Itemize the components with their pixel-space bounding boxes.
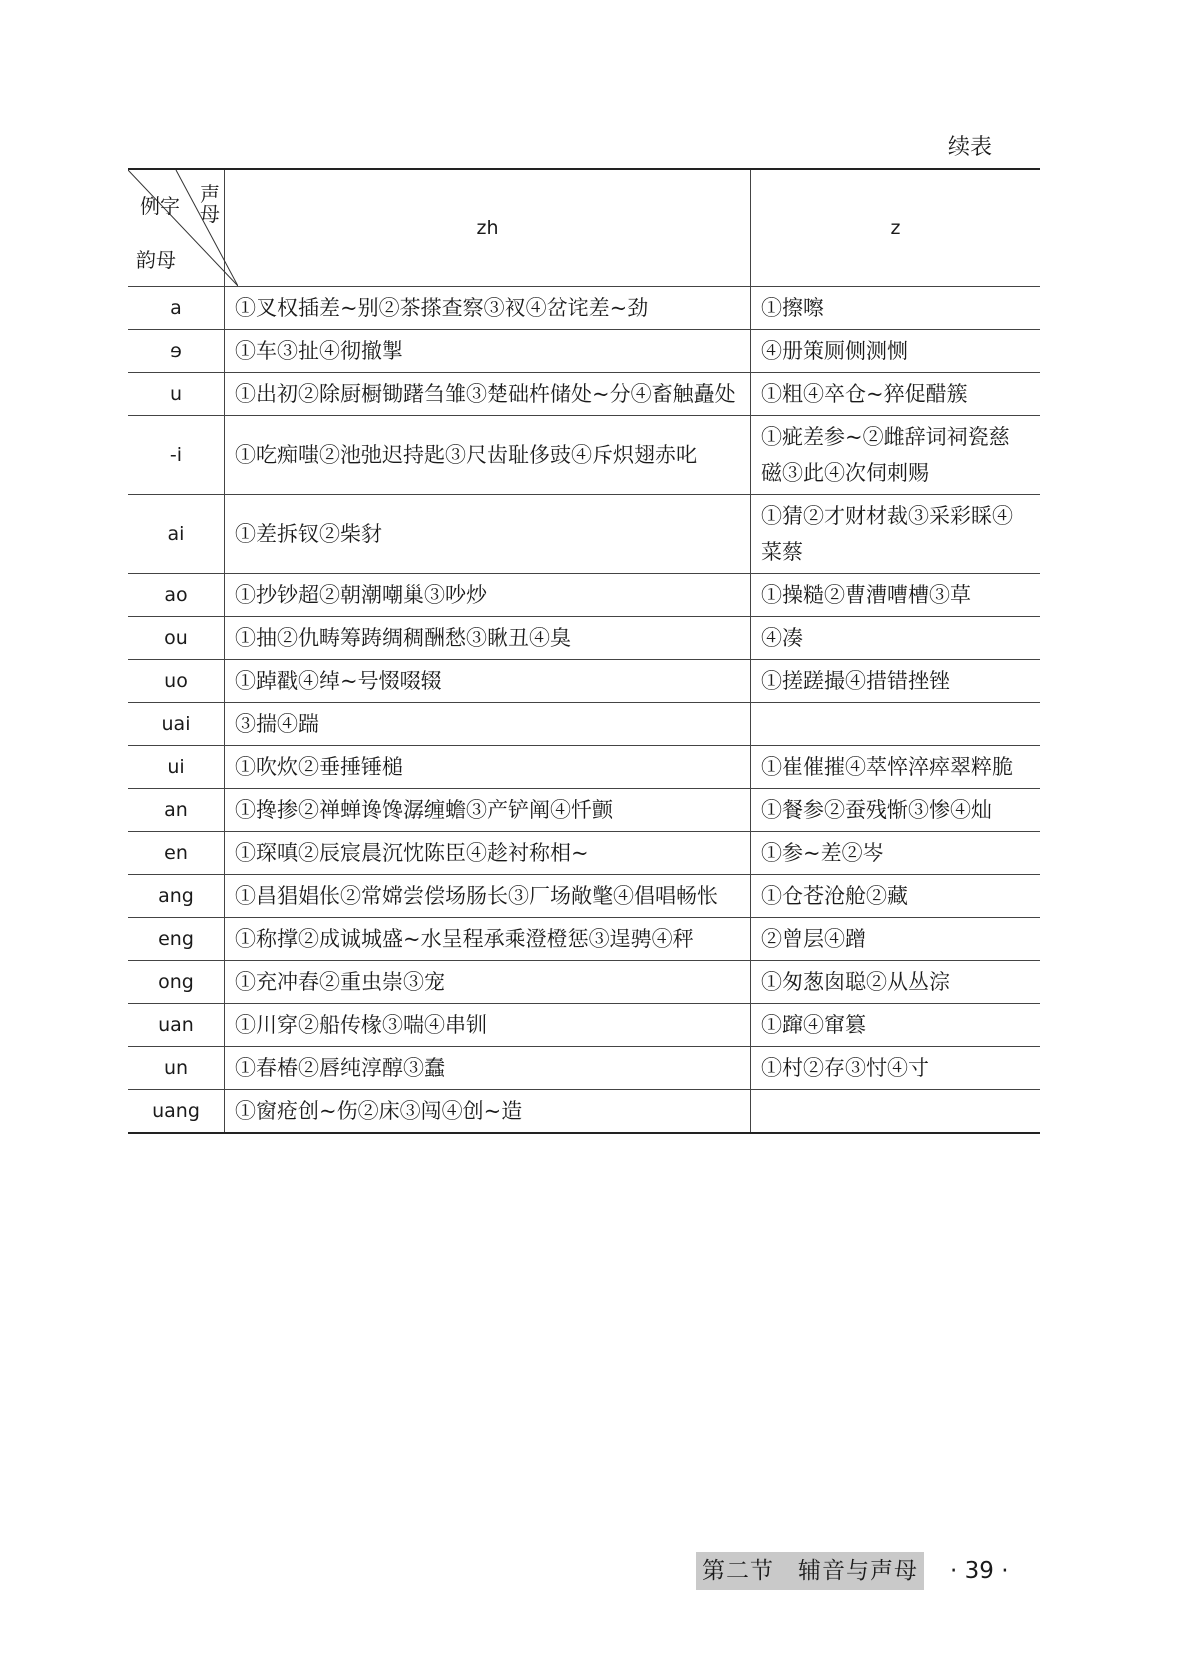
row-zh-cell: ①叉权插差~别②茶搽查察③衩④岔诧差~劲 xyxy=(225,287,751,330)
table-row xyxy=(128,703,1040,746)
row-final-cell: ang xyxy=(128,875,225,918)
table-row xyxy=(128,617,1040,660)
row-zh-cell: ①抄钞超②朝潮嘲巢③吵炒 xyxy=(225,574,751,617)
row-zh-cell: ①吃痴嗤②池弛迟持匙③尺齿耻侈豉④斥炽翅赤叱 xyxy=(225,416,751,495)
table-row xyxy=(128,1047,1040,1090)
row-z-cell: ①餐参②蚕残惭③惨④灿 xyxy=(751,789,1041,832)
initials-table xyxy=(128,168,1040,1134)
section-title: 第二节 辅音与声母 xyxy=(696,1552,924,1590)
row-final-cell: an xyxy=(128,789,225,832)
row-z-cell: ①匆葱囱聪②从丛淙 xyxy=(751,961,1041,1004)
column-header-z: z xyxy=(751,169,1041,287)
row-zh-cell: ①昌猖娼伥②常嫦尝偿场肠长③厂场敞氅④倡唱畅怅 xyxy=(225,875,751,918)
row-zh-cell: ①琛嗔②辰宸晨沉忱陈臣④趁衬称相~ xyxy=(225,832,751,875)
row-final-cell: u xyxy=(128,373,225,416)
table-row xyxy=(128,746,1040,789)
row-z-cell: ①操糙②曹漕嘈槽③草 xyxy=(751,574,1041,617)
row-z-cell: ①参~差②岑 xyxy=(751,832,1041,875)
row-zh-cell: ①称撑②成诚城盛~水呈程承乘澄橙惩③逞骋④秤 xyxy=(225,918,751,961)
row-z-cell: ①疵差参~②雌辞词祠瓷慈磁③此④次伺刺赐 xyxy=(751,416,1041,495)
row-final-cell: uai xyxy=(128,703,225,746)
row-final-cell: un xyxy=(128,1047,225,1090)
corner-label-initial: 声母 xyxy=(200,182,220,226)
row-final-cell: en xyxy=(128,832,225,875)
row-z-cell: ①崔催摧④萃悴淬瘁翠粹脆 xyxy=(751,746,1041,789)
row-final-cell: ai xyxy=(128,495,225,574)
table-row xyxy=(128,287,1040,330)
row-z-cell: ①蹿④窜篡 xyxy=(751,1004,1041,1047)
row-final-cell: a xyxy=(128,287,225,330)
row-zh-cell: ①车③扯④彻撤掣 xyxy=(225,330,751,373)
row-zh-cell: ①差拆钗②柴豺 xyxy=(225,495,751,574)
table-header-row xyxy=(128,169,1040,287)
row-z-cell: ①村②存③忖④寸 xyxy=(751,1047,1041,1090)
row-zh-cell: ①踔戳④绰~号惙啜辍 xyxy=(225,660,751,703)
row-z-cell: ①擦嚓 xyxy=(751,287,1041,330)
row-zh-cell: ①充冲舂②重虫崇③宠 xyxy=(225,961,751,1004)
row-z-cell: ①猜②才财材裁③采彩睬④菜蔡 xyxy=(751,495,1041,574)
table-row xyxy=(128,574,1040,617)
row-final-cell: uang xyxy=(128,1090,225,1134)
corner-header-cell xyxy=(128,169,225,287)
table-row xyxy=(128,961,1040,1004)
row-z-cell: ②曾层④蹭 xyxy=(751,918,1041,961)
row-zh-cell: ①吹炊②垂捶锤槌 xyxy=(225,746,751,789)
row-z-cell: ①仓苍沧舱②藏 xyxy=(751,875,1041,918)
table-row xyxy=(128,660,1040,703)
row-zh-cell: ①窗疮创~伤②床③闯④创~造 xyxy=(225,1090,751,1134)
column-header-zh: zh xyxy=(225,169,751,287)
row-final-cell: ɘ xyxy=(128,330,225,373)
table-row xyxy=(128,495,1040,574)
row-final-cell: ui xyxy=(128,746,225,789)
row-zh-cell: ①川穿②船传椽③喘④串钏 xyxy=(225,1004,751,1047)
row-zh-cell: ①搀掺②禅蝉谗馋潺缠蟾③产铲阐④忏颤 xyxy=(225,789,751,832)
table-row xyxy=(128,416,1040,495)
row-z-cell: ④册策厕侧测恻 xyxy=(751,330,1041,373)
corner-label-example: 例字 xyxy=(140,194,180,218)
table-row xyxy=(128,789,1040,832)
row-zh-cell: ①春椿②唇纯淳醇③蠢 xyxy=(225,1047,751,1090)
row-final-cell: -i xyxy=(128,416,225,495)
row-zh-cell: ①抽②仇畴筹踌绸稠酬愁③瞅丑④臭 xyxy=(225,617,751,660)
row-z-cell xyxy=(751,703,1041,746)
row-final-cell: ong xyxy=(128,961,225,1004)
row-final-cell: uan xyxy=(128,1004,225,1047)
row-final-cell: uo xyxy=(128,660,225,703)
table-row xyxy=(128,373,1040,416)
row-final-cell: ao xyxy=(128,574,225,617)
table-row xyxy=(128,1004,1040,1047)
table-row xyxy=(128,918,1040,961)
row-final-cell: eng xyxy=(128,918,225,961)
row-final-cell: ou xyxy=(128,617,225,660)
row-z-cell xyxy=(751,1090,1041,1134)
table-row xyxy=(128,330,1040,373)
table-row xyxy=(128,1090,1040,1134)
row-z-cell: ④凑 xyxy=(751,617,1041,660)
row-z-cell: ①搓蹉撮④措错挫锉 xyxy=(751,660,1041,703)
row-z-cell: ①粗④卒仓~猝促醋簇 xyxy=(751,373,1041,416)
row-zh-cell: ③揣④踹 xyxy=(225,703,751,746)
row-zh-cell: ①出初②除厨橱锄躇刍雏③楚础杵储处~分④畜触矗处 xyxy=(225,373,751,416)
page-number: · 39 · xyxy=(950,1558,1009,1584)
table-row xyxy=(128,832,1040,875)
table-row xyxy=(128,875,1040,918)
continued-label: 续表 xyxy=(948,135,993,160)
corner-label-final: 韵母 xyxy=(136,248,176,272)
